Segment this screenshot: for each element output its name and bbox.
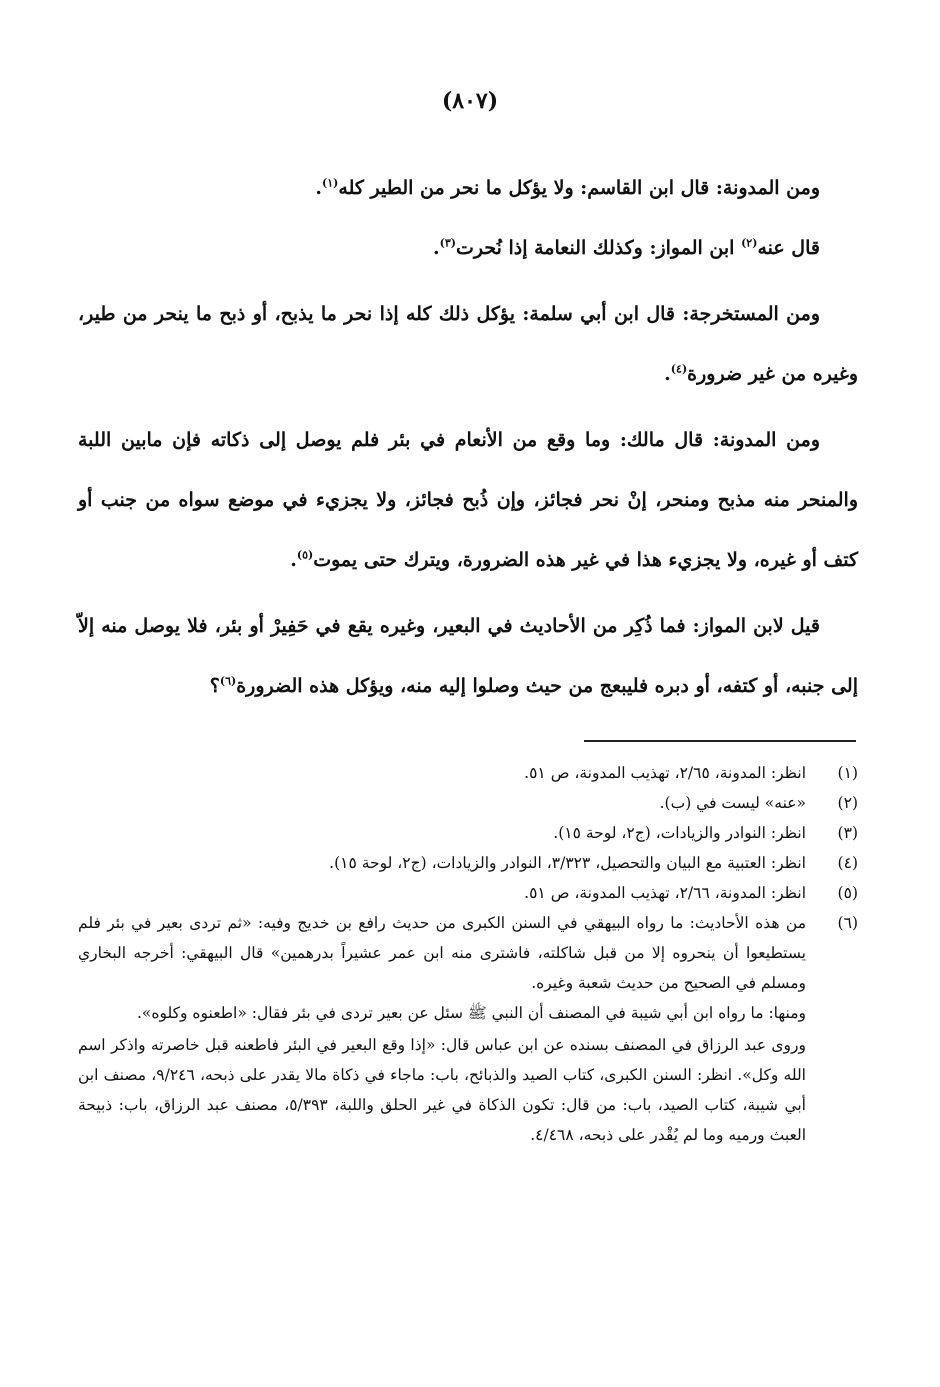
paragraph: قيل لابن المواز: فما ذُكِر من الأحاديث في البعير، وغيره يقع في حَفِيرْ أو بئر، فلا يوصل منه إلاّ إلى جنبه، أو كتفه، أو دبره فليبعج من حيث وصلوا إليه منه، ويؤكل هذه الضرورة$^{(٦)}$؟ <box>78 615 858 697</box>
footnote-number: (٣) <box>837 824 858 842</box>
footnote-continuation: وروى عبد الرزاق في المصنف بسنده عن ابن عباس قال: «إذا وقع البعير في البئر فاطعنه قبل خاصرته واذكر اسم الله وكل». انظر: السنن الكبرى، كتاب الصيد والذبائح، باب: ماجاء في ذكاة مالا يقدر على ذبحه، ٩/٢٤٦، مصنف ابن أبي شيبة، كتاب الصيد، باب: من قال: تكون الذكاة في غير الحلق واللبة، ٥/٣٩٣، مصنف عبد الرزاق، باب: ذبيحة العبث ورميه وما لم يُقْدر على ذبحه، ٤/٤٦٨. <box>78 1036 806 1144</box>
footnote-text: انظر: العتبية مع البيان والتحصيل، ٣/٣٢٣، النوادر والزيادات، (ج٢، لوحة ١٥). <box>329 854 806 872</box>
footnote-number: (٤) <box>837 854 858 872</box>
footnote-number: (٥) <box>837 884 858 902</box>
footnote-text: «عنه» ليست في (ب). <box>659 794 806 812</box>
footnote-ref: (١) <box>322 176 339 190</box>
footnote-text: انظر: المدونة، ٢/٦٥، تهذيب المدونة، ص ٥١. <box>524 764 806 782</box>
paragraph: ومن المستخرجة: قال ابن أبي سلمة: يؤكل ذلك كله إذا نحر ما يذبح، أو ذبح ما ينحر من طير، وغيره من غير ضرورة$^{(٤)}$. <box>78 303 858 385</box>
footnote <box>78 878 858 908</box>
footnotes <box>78 758 858 1150</box>
footnote-text: انظر: النوادر والزيادات، (ج٢، لوحة ١٥). <box>553 824 806 842</box>
paragraph: ومن المدونة: قال مالك: وما وقع من الأنعام في بئر فلم يوصل إلى ذكاته فإن مابين اللبة والمنحر منه مذبح ومنحر، إنْ نحر فجائز، وإن ذُبح فجائز، ولا يجزيء في موضع سواه من جنب أو كتف أو غيره، ولا يجزيء هذا في غير هذه الضرورة، ويترك حتى يموت$^{(٥)}$. <box>78 429 858 571</box>
footnote <box>78 848 858 878</box>
footnote-ref: (٣) <box>439 236 456 250</box>
footnote-number: (٦) <box>837 914 858 932</box>
footnote-number: (١) <box>837 764 858 782</box>
footnote-continuation: ومنها: ما رواه ابن أبي شيبة في المصنف أن النبي ﷺ سئل عن بعير تردى في بئر فقال: «اطعنوه وكلوه». <box>136 1004 806 1022</box>
footnote <box>78 758 858 788</box>
footnote-separator <box>584 740 856 742</box>
page-number: (٨٠٧) <box>441 88 499 114</box>
main-text <box>78 158 858 716</box>
footnote-ref: (٢) <box>741 236 758 250</box>
footnote <box>78 788 858 818</box>
footnote-ref: (٦) <box>219 674 237 688</box>
footnote-text: انظر: المدونة، ٢/٦٦، تهذيب المدونة، ص ٥١. <box>524 884 806 902</box>
footnote-ref: (٥) <box>296 548 314 562</box>
footnote <box>78 908 858 998</box>
footnote <box>78 818 858 848</box>
footnote-ref: (٤) <box>670 362 688 376</box>
paragraph: ومن المدونة: قال ابن القاسم: ولا يؤكل ما نحر من الطير كله$^{(١)}$. <box>315 176 820 199</box>
paragraph: قال عنه$^{(٢)}$ ابن المواز: وكذلك النعامة إذا نُحرت$^{(٣)}$. <box>432 236 820 259</box>
footnote-text: من هذه الأحاديث: ما رواه البيهقي في السنن الكبرى من حديث رافع بن خديج وفيه: «ثم تردى بعير في بئر فلم يستطيعوا أن ينحروه إلا من قبل شاكلته، فاشترى منه ابن عمر عشيراً بدرهمين» قال البيهقي: أخرجه البخاري ومسلم في الصحيح من حديث شعبة وغيره. <box>78 914 806 992</box>
footnote-number: (٢) <box>837 794 858 812</box>
